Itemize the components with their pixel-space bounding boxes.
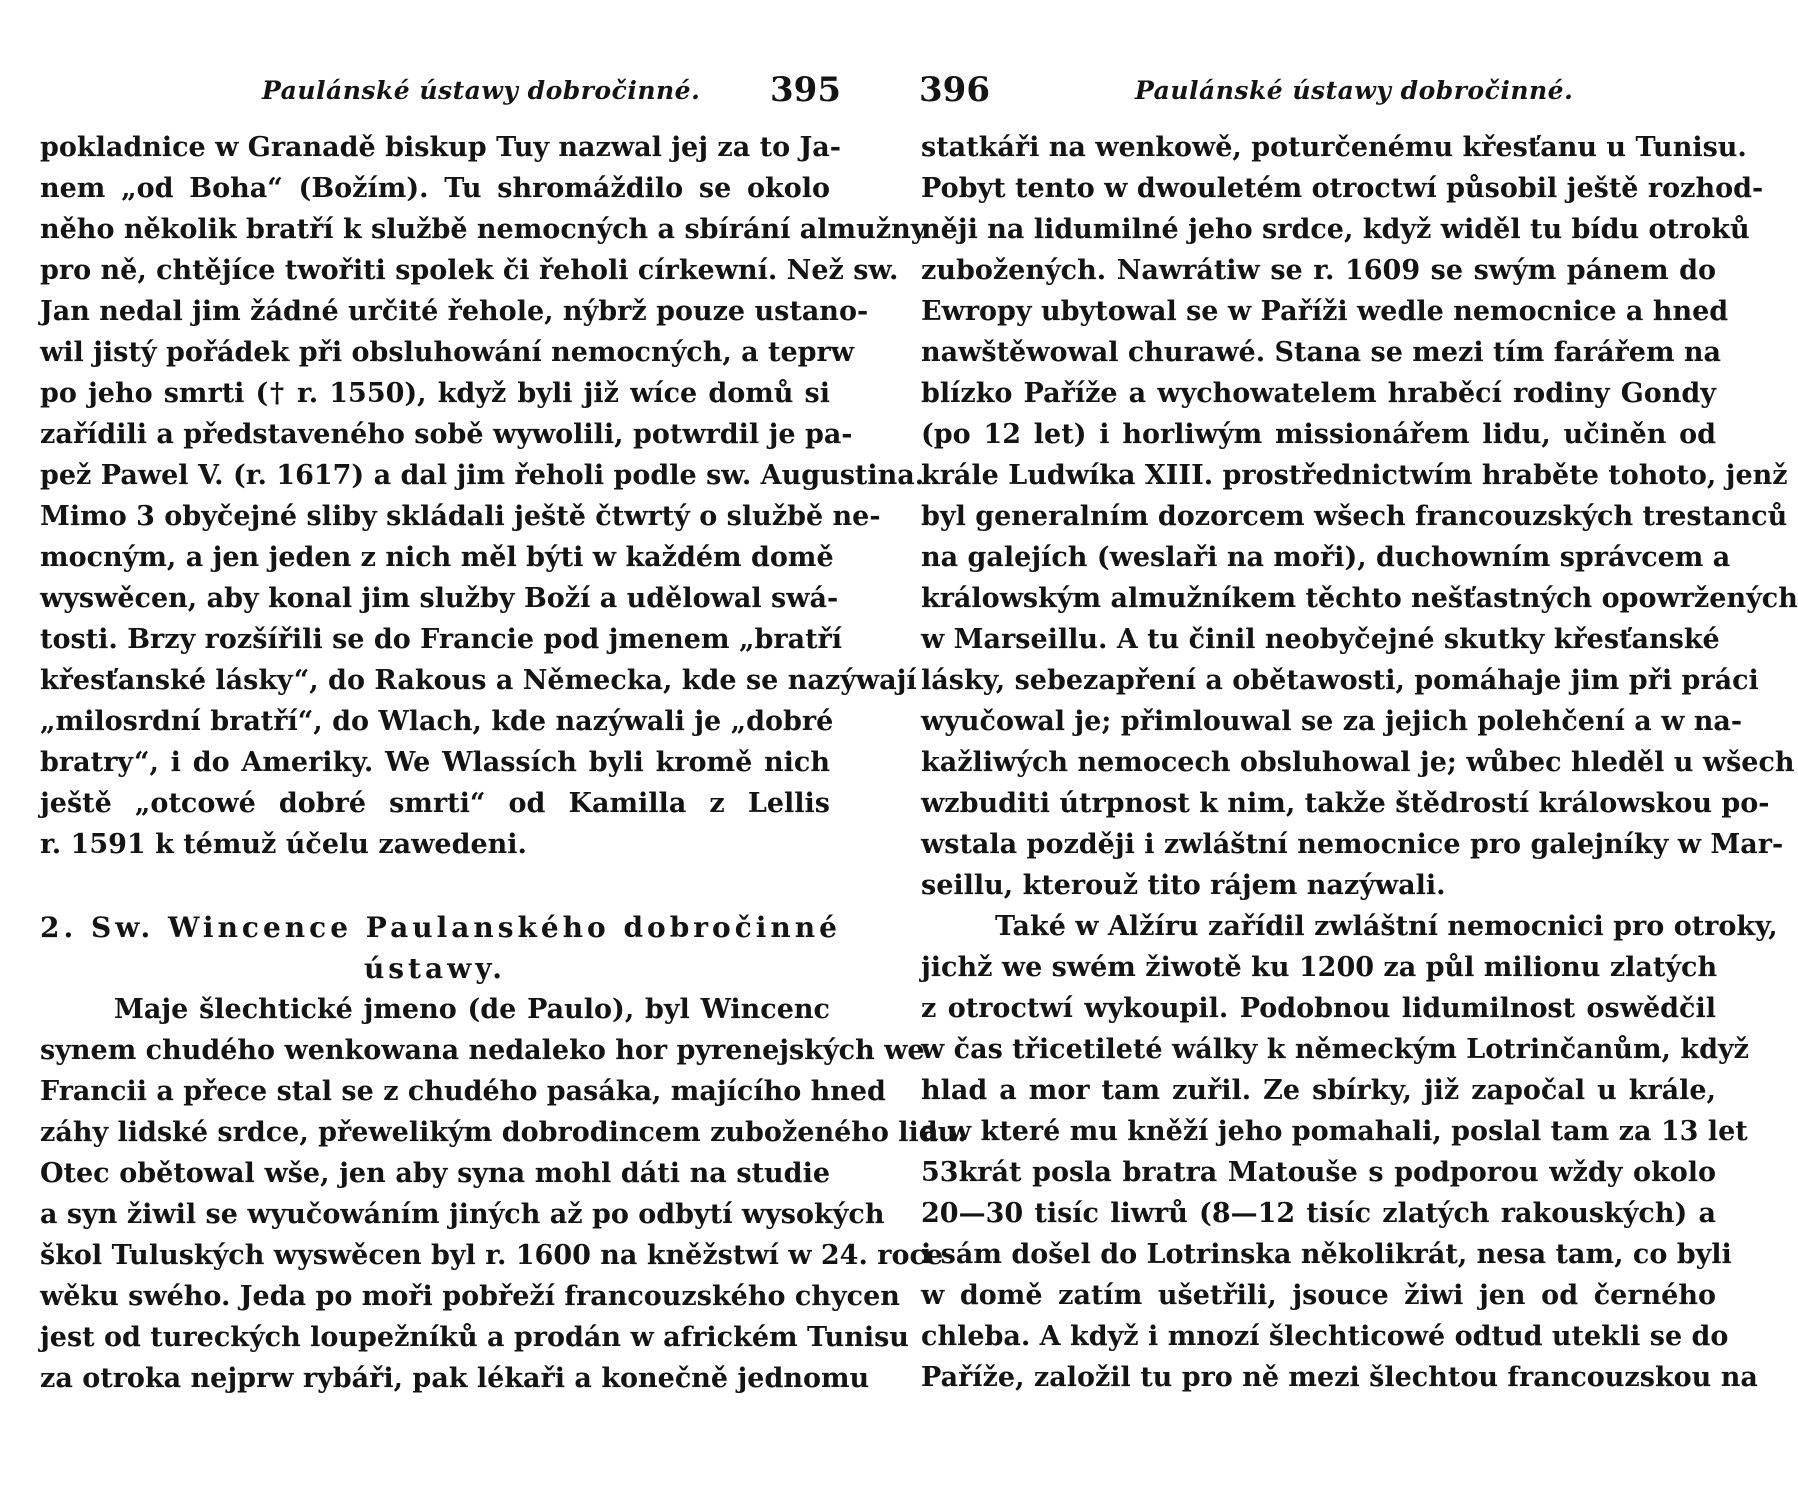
text-line: bratry“, i do Ameriky. We Wlassích byli kromě nich (40, 747, 830, 778)
text-line: i sám došel do Lotrinska několikrát, nesa tam, co byli (921, 1239, 1732, 1270)
text-line: něho několik bratří k službě nemocných a sbírání almužny (40, 214, 927, 245)
text-line: králowským almužníkem těchto nešťastných opowržených (921, 583, 1798, 614)
text-line: w domě zatím ušetřili, jsouce žiwi jen od černého (921, 1280, 1716, 1311)
text-line: krále Ludwíka XIII. prostřednictwím hraběte tohoto, jenž (921, 460, 1788, 491)
text-line: nem „od Boha“ (Božím). Tu shromáždilo se okolo (40, 173, 830, 204)
text-line: jichž we swém žiwotě ku 1200 za půl milionu zlatých (921, 952, 1718, 983)
text-line: statkáři na wenkowě, poturčenému křesťanu u Tunisu. (921, 132, 1747, 163)
text-line: wil jistý pořádek při obsluhowání nemocných, a teprw (40, 337, 855, 368)
text-line: wzbuditi útrpnost k nim, takže štědrostí králowskou po- (921, 788, 1770, 819)
text-line: „milosrdní bratří“, do Wlach, kde nazýwali je „dobré (40, 706, 834, 737)
text-line: byl generalním dozorcem wšech francouzských trestanců (921, 501, 1788, 532)
text-line: blízko Paříže a wychowatelem hraběcí rodiny Gondy (921, 378, 1716, 409)
section-heading: 2. Sw. Wincence Paulanského dobročinné (40, 911, 841, 944)
text-line: zařídili a představeného sobě wywolili, potwrdil je pa- (40, 419, 853, 450)
left-running-head: Paulánské ústawy dobročinné. (262, 76, 701, 105)
text-line: Pobyt tento w dwouletém otroctwí působil ještě rozhod- (921, 173, 1764, 204)
text-line: Jan nedal jim žádné určité řehole, nýbrž pouze ustano- (40, 296, 869, 327)
text-line: Francii a přece stal se z chudého pasáka, majícího hned (40, 1076, 886, 1107)
text-line: w čas třicetileté wálky k německým Lotrinčanům, když (921, 1034, 1749, 1065)
text-line: mocným, a jen jeden z nich měl býti w každém domě (40, 542, 834, 573)
right-text-block (921, 127, 1798, 1398)
text-line: pokladnice w Granadě biskup Tuy nazwal jej za to Ja- (40, 132, 841, 163)
left-page-number: 395 (770, 70, 841, 110)
right-running-head: Paulánské ústawy dobročinné. (1135, 76, 1574, 105)
text-line: 20—30 tisíc liwrů (8—12 tisíc zlatých rakouských) a (921, 1198, 1716, 1229)
text-line: lásky, sebezapření a obětawosti, pomáhaje jim při práci (921, 665, 1759, 696)
text-line: 53krát posla bratra Matouše s podporou wždy okolo (921, 1157, 1716, 1188)
text-line: křesťanské lásky“, do Rakous a Německa, kde se nazýwají (40, 665, 917, 696)
text-line: wstala později i zwláštní nemocnice pro galejníky w Mar- (921, 829, 1784, 860)
text-line: Maje šlechtické jmeno (de Paulo), byl Wincenc (114, 994, 830, 1025)
text-line: Ewropy ubytowal se w Paříži wedle nemocnice a hned (921, 296, 1729, 327)
text-line: chleba. A když i mnozí šlechticowé odtud utekli se do (921, 1321, 1729, 1352)
section-heading-continued: ústawy. (363, 952, 507, 985)
text-line: synem chudého wenkowana nedaleko hor pyrenejských we (40, 1035, 925, 1066)
text-line: na galejích (weslaři na moři), duchowním správcem a (921, 542, 1731, 573)
right-page-number: 396 (919, 70, 990, 110)
text-line: hlad a mor tam zuřil. Ze sbírky, již započal u krále, (921, 1075, 1716, 1106)
text-line: tosti. Brzy rozšířili se do Francie pod jmenem „bratří (40, 624, 843, 655)
text-line: Také w Alžíru zařídil zwláštní nemocnici pro otroky, (995, 911, 1778, 942)
text-line: zubožených. Nawrátiw se r. 1609 se swým pánem do (921, 255, 1716, 286)
text-line: ještě „otcowé dobré smrti“ od Kamilla z Lellis (40, 788, 830, 819)
text-line: r. 1591 k témuž účelu zawedeni. (40, 829, 527, 860)
text-line: z otroctwí wykoupil. Podobnou lidumilnost oswědčil (921, 993, 1716, 1024)
right-page (873, 0, 1798, 1500)
text-line: seillu, kterouž tito rájem nazýwali. (921, 870, 1446, 901)
text-line: jest od tureckých loupežníků a prodán w africkém Tunisu (40, 1322, 909, 1353)
text-line: wěku swého. Jeda po moři pobřeží francouzského chycen (40, 1281, 900, 1312)
text-line: škol Tuluských wyswěcen byl r. 1600 na kněžstwí w 24. roce (40, 1240, 944, 1271)
text-line: Otec obětowal wše, jen aby syna mohl dáti na studie (40, 1158, 830, 1189)
text-line: pro ně, chtějíce twořiti spolek či řeholi církewní. Než sw. (40, 255, 899, 286)
text-line: w Marseillu. A tu činil neobyčejné skutky křesťanské (921, 624, 1720, 655)
text-line: a w které mu kněží jeho pomahali, poslal tam za 13 let (921, 1116, 1748, 1147)
text-line: wyswěcen, aby konal jim služby Boží a udělowal swá- (40, 583, 839, 614)
section-gap (40, 865, 830, 907)
text-line: pež Pawel V. (r. 1617) a dal jim řeholi podle sw. Augustina. (40, 460, 925, 491)
text-line: za otroka nejprw rybáři, pak lékaři a konečně jednomu (40, 1363, 870, 1394)
text-line: něji na lidumilné jeho srdce, když widěl tu bídu otroků (921, 214, 1750, 245)
text-line: Paříže, založil tu pro ně mezi šlechtou francouzskou na (921, 1362, 1758, 1393)
text-line: a syn žiwil se wyučowáním jiných až po odbytí wysokých (40, 1199, 885, 1230)
text-line: (po 12 let) i horliwým missionářem lidu, učiněn od (921, 419, 1716, 450)
left-text-block (40, 127, 967, 1399)
text-line: kažliwých nemocech obsluhowal je; wůbec hleděl u wšech (921, 747, 1795, 778)
text-line: Mimo 3 obyčejné sliby skládali ještě čtwrtý o službě ne- (40, 501, 881, 532)
text-line: po jeho smrti († r. 1550), když byli již wíce domů si (40, 378, 830, 409)
text-line: wyučowal je; přimlouwal se za jejich polehčení a w na- (921, 706, 1743, 737)
text-line: nawštěwowal churawé. Stana se mezi tím farářem na (921, 337, 1722, 368)
text-line: záhy lidské srdce, přewelikým dobrodincem zuboženého lidu. (40, 1117, 967, 1148)
